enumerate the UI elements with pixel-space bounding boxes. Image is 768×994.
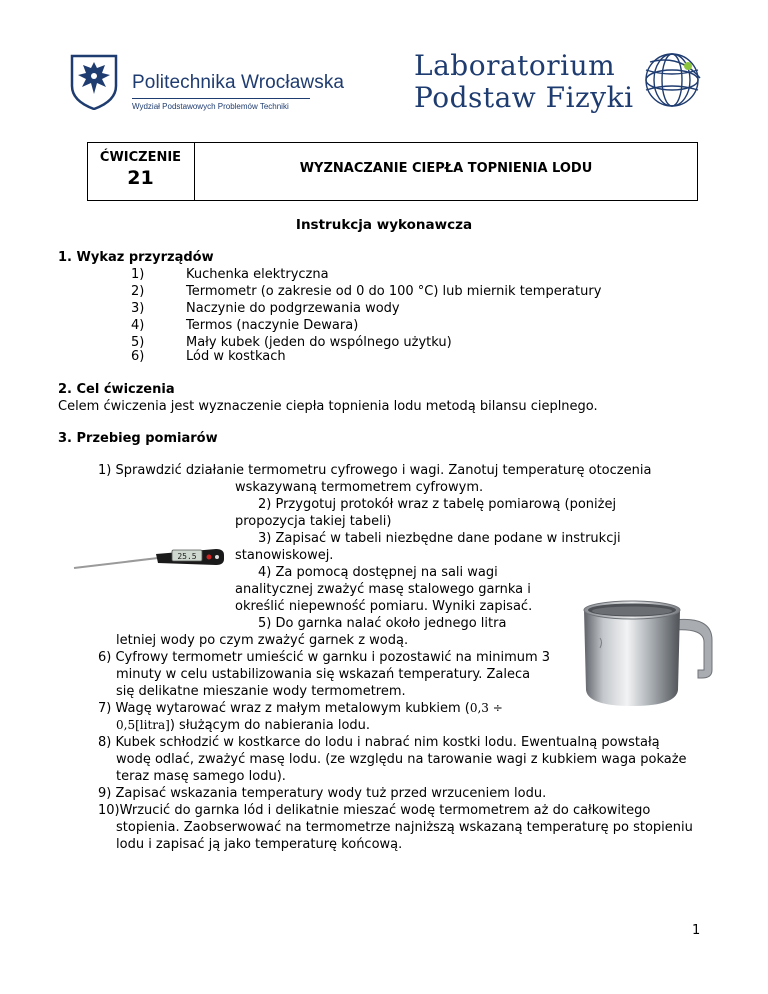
procedure-line: stanowiskowej.	[235, 548, 334, 563]
volume-unit-formula: 0,5[litra]	[116, 718, 170, 732]
lab-title-line2: Podstaw Fizyki	[414, 81, 634, 114]
procedure-line: 10)Wrzucić do garnka lód i delikatnie mieszać wodę termometrem aż do całkowitego	[98, 803, 651, 818]
procedure-line: 9) Zapisać wskazania temperatury wody tuż przed wrzuceniem lodu.	[98, 786, 547, 801]
procedure-text: ) służącym do nabierania lodu.	[169, 718, 371, 733]
procedure-line: minuty w celu ustabilizowania się wskazań temperatury. Zaleca	[116, 667, 531, 682]
procedure-line: 5) Do garnka nalać około jednego litra	[258, 616, 507, 631]
procedure-text: 7) Wagę wytarować wraz z małym metalowym kubkiem (	[98, 701, 470, 716]
section1-heading: 1. Wykaz przyrządów	[58, 250, 214, 265]
list-item: Kuchenka elektryczna	[186, 267, 329, 282]
list-item-number: 5)	[131, 335, 145, 350]
thermometer-display-value: 25.5	[177, 552, 197, 561]
volume-range-formula: 0,3 ÷	[469, 701, 503, 715]
faculty-name: Wydział Podstawowych Problemów Techniki	[132, 102, 289, 111]
exercise-number: 21	[127, 167, 154, 189]
procedure-line: 1) Sprawdzić działanie termometru cyfrowego i wagi. Zanotuj temperaturę otoczenia	[98, 463, 652, 478]
procedure-line: letniej wody po czym zważyć garnek z wodą.	[116, 633, 409, 648]
list-item: Termos (naczynie Dewara)	[186, 318, 359, 333]
page-number: 1	[692, 923, 701, 938]
procedure-line	[116, 717, 370, 734]
procedure-line: 4) Za pomocą dostępnej na sali wagi	[258, 565, 498, 580]
list-item-number: 2)	[131, 284, 145, 299]
procedure-line: lodu i zapisać ją jako temperaturę końcową.	[116, 837, 403, 852]
digital-thermometer-image	[72, 537, 230, 575]
procedure-line: 6) Cyfrowy termometr umieścić w garnku i pozostawić na minimum 3	[98, 650, 551, 665]
procedure-line: analitycznej zważyć masę stalowego garnka i	[235, 582, 531, 597]
list-item: Lód w kostkach	[186, 349, 286, 364]
list-item: Naczynie do podgrzewania wody	[186, 301, 400, 316]
procedure-line: się delikatne mieszanie wody termometrem.	[116, 684, 406, 699]
list-item: Termometr (o zakresie od 0 do 100 °C) lub miernik temperatury	[186, 284, 602, 299]
section2-text: Celem ćwiczenia jest wyznaczenie ciepła topnienia lodu metodą bilansu cieplnego.	[58, 399, 598, 414]
document-subtitle: Instrukcja wykonawcza	[295, 217, 473, 233]
list-item-number: 6)	[131, 349, 145, 364]
list-item-number: 1)	[131, 267, 145, 282]
lab-title	[414, 50, 634, 114]
procedure-line: 2) Przygotuj protokół wraz z tabelę pomiarową (poniżej	[258, 497, 617, 512]
exercise-label: ĆWICZENIE	[99, 150, 182, 165]
list-item-number: 4)	[131, 318, 145, 333]
procedure-line: wskazywaną termometrem cyfrowym.	[235, 480, 484, 495]
procedure-line: propozycja takiej tabeli)	[235, 514, 392, 529]
list-item-number: 3)	[131, 301, 145, 316]
section2-heading: 2. Cel ćwiczenia	[58, 382, 175, 397]
procedure-line: teraz masę samego lodu).	[116, 769, 286, 784]
procedure-line: stopienia. Zaobserwować na termometrze najniższą wskazaną temperaturę po stopieniu	[116, 820, 693, 835]
steel-pot-image	[570, 586, 722, 712]
university-shield-logo	[69, 54, 119, 110]
university-name-divider	[132, 98, 310, 99]
procedure-line: 3) Zapisać w tabeli niezbędne dane podane w instrukcji	[258, 531, 621, 546]
procedure-line	[98, 700, 503, 717]
university-name: Politechnika Wrocławska	[132, 72, 345, 93]
exercise-title: WYZNACZANIE CIEPŁA TOPNIENIA LODU	[299, 161, 593, 176]
procedure-line: wodę odlać, zważyć masę lodu. (ze względu na tarowanie wagi z kubkiem waga pokaże	[116, 752, 687, 767]
section3-heading: 3. Przebieg pomiarów	[58, 431, 218, 446]
procedure-line: 8) Kubek schłodzić w kostkarce do lodu i nabrać nim kostki lodu. Ewentualną powstałą	[98, 735, 660, 750]
list-item: Mały kubek (jeden do wspólnego użytku)	[186, 335, 452, 350]
procedure-line: określić niepewność pomiaru. Wyniki zapisać.	[235, 599, 533, 614]
lab-title-line1: Laboratorium	[414, 49, 616, 82]
globe-logo-icon	[640, 48, 704, 112]
